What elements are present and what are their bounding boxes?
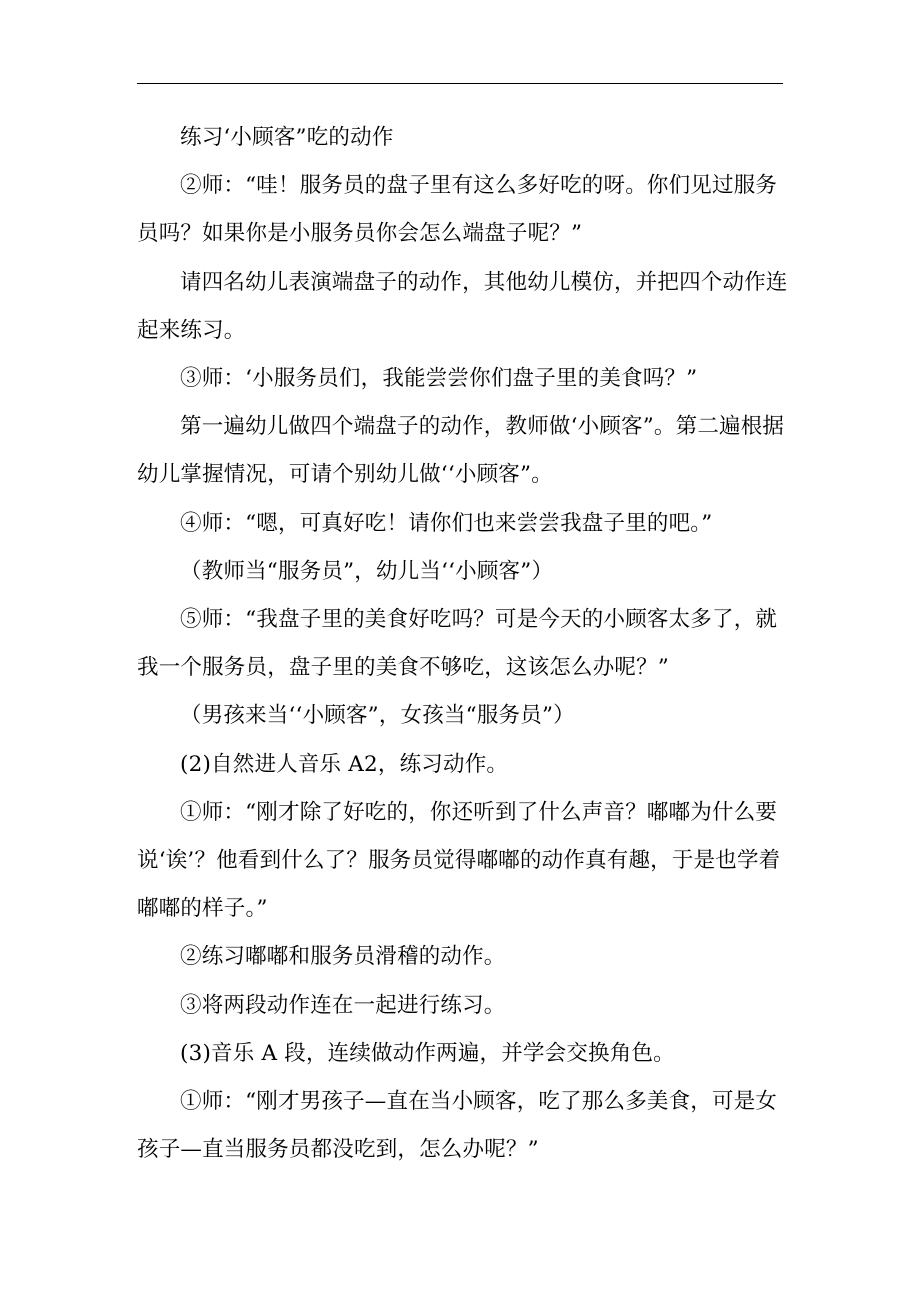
paragraph: （男孩来当‘‘小顾客”，女孩当“服务员”） [180, 703, 575, 729]
paragraph: （教师当“服务员”，幼儿当‘‘小顾客”） [180, 558, 554, 584]
paragraph: ①师：“刚才除了好吃的，你还听到了什么声音？嘟嘟为什么要说‘诶’？他看到什么了？服务员觉得嘟嘟的动作真有趣，于是也学着嘟嘟的样子。” [137, 799, 781, 922]
paragraph: ⑤师：“我盘子里的美食好吃吗？可是今天的小顾客太多了，就我一个服务员，盘子里的美食不够吃，这该怎么办呢？” [137, 607, 778, 681]
body-text [137, 114, 793, 1174]
paragraph: (3)音乐 A 段，连续做动作两遍，并学会交换角色。 [180, 1040, 675, 1066]
paragraph: ②师：“哇！服务员的盘子里有这么多好吃的呀。你们见过服务员吗？如果你是小服务员你会怎么端盘子呢？” [137, 173, 778, 247]
paragraph: ①师：“刚才男孩子—直在当小顾客，吃了那么多美食，可是女孩子—直当服务员都没吃到，怎么办呢？” [137, 1089, 778, 1163]
header-rule [137, 83, 783, 84]
paragraph: 第一遍幼儿做四个端盘子的动作，教师做‘小顾客”。第二遍根据幼儿掌握情况，可请个别幼儿做‘‘小顾客”。 [137, 414, 785, 488]
paragraph: (2)自然进人音乐 A2，练习动作。 [180, 751, 509, 777]
paragraph: ④师：“嗯，可真好吃！请你们也来尝尝我盘子里的吧。” [180, 510, 713, 536]
paragraph: 练习‘小顾客”吃的动作 [180, 125, 394, 150]
paragraph: ③师：‘小服务员们，我能尝尝你们盘子里的美食吗？” [180, 366, 698, 392]
paragraph: ②练习嘟嘟和服务员滑稽的动作。 [180, 944, 506, 970]
paragraph: 请四名幼儿表演端盘子的动作，其他幼儿模仿，并把四个动作连起来练习。 [137, 269, 788, 343]
paragraph: ③将两段动作连在一起进行练习。 [180, 992, 506, 1018]
